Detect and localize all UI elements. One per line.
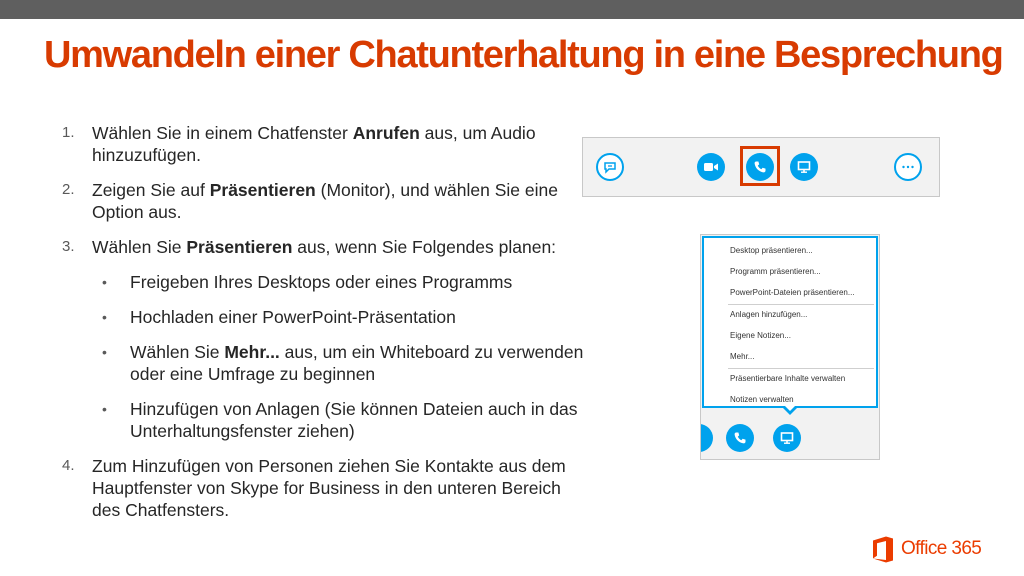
- bullet-item: [102, 398, 592, 442]
- menu-item-manage-content[interactable]: Präsentierbare Inhalte verwalten: [730, 374, 846, 383]
- step-text: [92, 456, 566, 520]
- text-run: Hochladen einer PowerPoint-Präsentation: [130, 307, 456, 327]
- top-bar: [0, 0, 1024, 19]
- step-item: [62, 122, 592, 166]
- bold-text: Präsentieren: [186, 237, 293, 257]
- step-number: 3.: [62, 238, 75, 255]
- text-run: Wählen Sie in einem Chatfenster: [92, 123, 353, 143]
- text-run: Freigeben Ihres Desktops oder eines Programms: [130, 272, 513, 292]
- bullet-dot: •: [102, 274, 107, 290]
- step-item: [62, 455, 592, 521]
- present-icon[interactable]: [790, 153, 818, 181]
- logo-text: Office 365: [901, 538, 982, 559]
- menu-item-attachments[interactable]: Anlagen hinzufügen...: [730, 310, 808, 319]
- text-run: Hinzufügen von Anlagen (Sie können Dateien auch in das Unterhaltungsfenster ziehen): [130, 399, 578, 441]
- office-logo-icon: [872, 536, 894, 563]
- step-item: [62, 179, 592, 223]
- chat-icon[interactable]: [596, 153, 624, 181]
- steps-list: [62, 122, 592, 534]
- menu-item-program[interactable]: Programm präsentieren...: [730, 267, 821, 276]
- step-number: 2.: [62, 181, 75, 198]
- menu-separator: [728, 368, 874, 369]
- text-run: aus, um ein Whiteboard zu verwenden oder eine Umfrage zu beginnen: [130, 342, 584, 384]
- menu-item-more[interactable]: Mehr...: [730, 352, 755, 361]
- text-run: aus, wenn Sie Folgendes planen:: [292, 237, 557, 257]
- text-run: Wählen Sie: [92, 237, 187, 257]
- menu-pointer-fill: [783, 404, 797, 411]
- bullet-item: [102, 341, 592, 385]
- chat-toolbar-screenshot: [582, 137, 940, 197]
- bullet-dot: •: [102, 344, 107, 360]
- menu-item-notes[interactable]: Eigene Notizen...: [730, 331, 791, 340]
- bullet-dot: •: [102, 309, 107, 325]
- bullet-list: [102, 271, 592, 442]
- text-run: (Monitor), und wählen Sie eine Option aus.: [92, 180, 558, 222]
- office365-logo: [872, 534, 981, 564]
- step-item: [62, 236, 592, 442]
- present-icon[interactable]: [773, 424, 801, 452]
- step-text: [92, 180, 558, 222]
- call-icon[interactable]: [746, 153, 774, 181]
- bullet-item: [102, 306, 592, 328]
- step-number: 4.: [62, 457, 75, 474]
- bold-text: Präsentieren: [209, 180, 316, 200]
- menu-separator: [728, 304, 874, 305]
- more-icon[interactable]: [894, 153, 922, 181]
- step-number: 1.: [62, 124, 75, 141]
- present-menu-screenshot: [700, 234, 880, 460]
- slide-title: Umwandeln einer Chatunterhaltung in eine Besprechung: [44, 34, 1003, 76]
- text-run: Wählen Sie: [130, 342, 225, 362]
- menu-item-powerpoint[interactable]: PowerPoint-Dateien präsentieren...: [730, 288, 855, 297]
- bold-text: Mehr...: [224, 342, 280, 362]
- text-run: Zeigen Sie auf: [92, 180, 210, 200]
- bold-text: Anrufen: [352, 123, 420, 143]
- menu-item-desktop[interactable]: Desktop präsentieren...: [730, 246, 813, 255]
- step-text: [92, 123, 536, 165]
- bullet-dot: •: [102, 401, 107, 417]
- menu-item-manage-notes[interactable]: Notizen verwalten: [730, 395, 794, 404]
- text-run: aus, um Audio hinzuzufügen.: [92, 123, 536, 165]
- step-text: [92, 237, 556, 257]
- present-menu: [702, 236, 878, 408]
- bullet-item: [102, 271, 592, 293]
- text-run: Zum Hinzufügen von Personen ziehen Sie Kontakte aus dem Hauptfenster von Skype for Business in den unteren Bereich des Chatfensters.: [92, 456, 566, 520]
- video-icon[interactable]: [700, 424, 713, 452]
- call-icon[interactable]: [726, 424, 754, 452]
- video-icon[interactable]: [697, 153, 725, 181]
